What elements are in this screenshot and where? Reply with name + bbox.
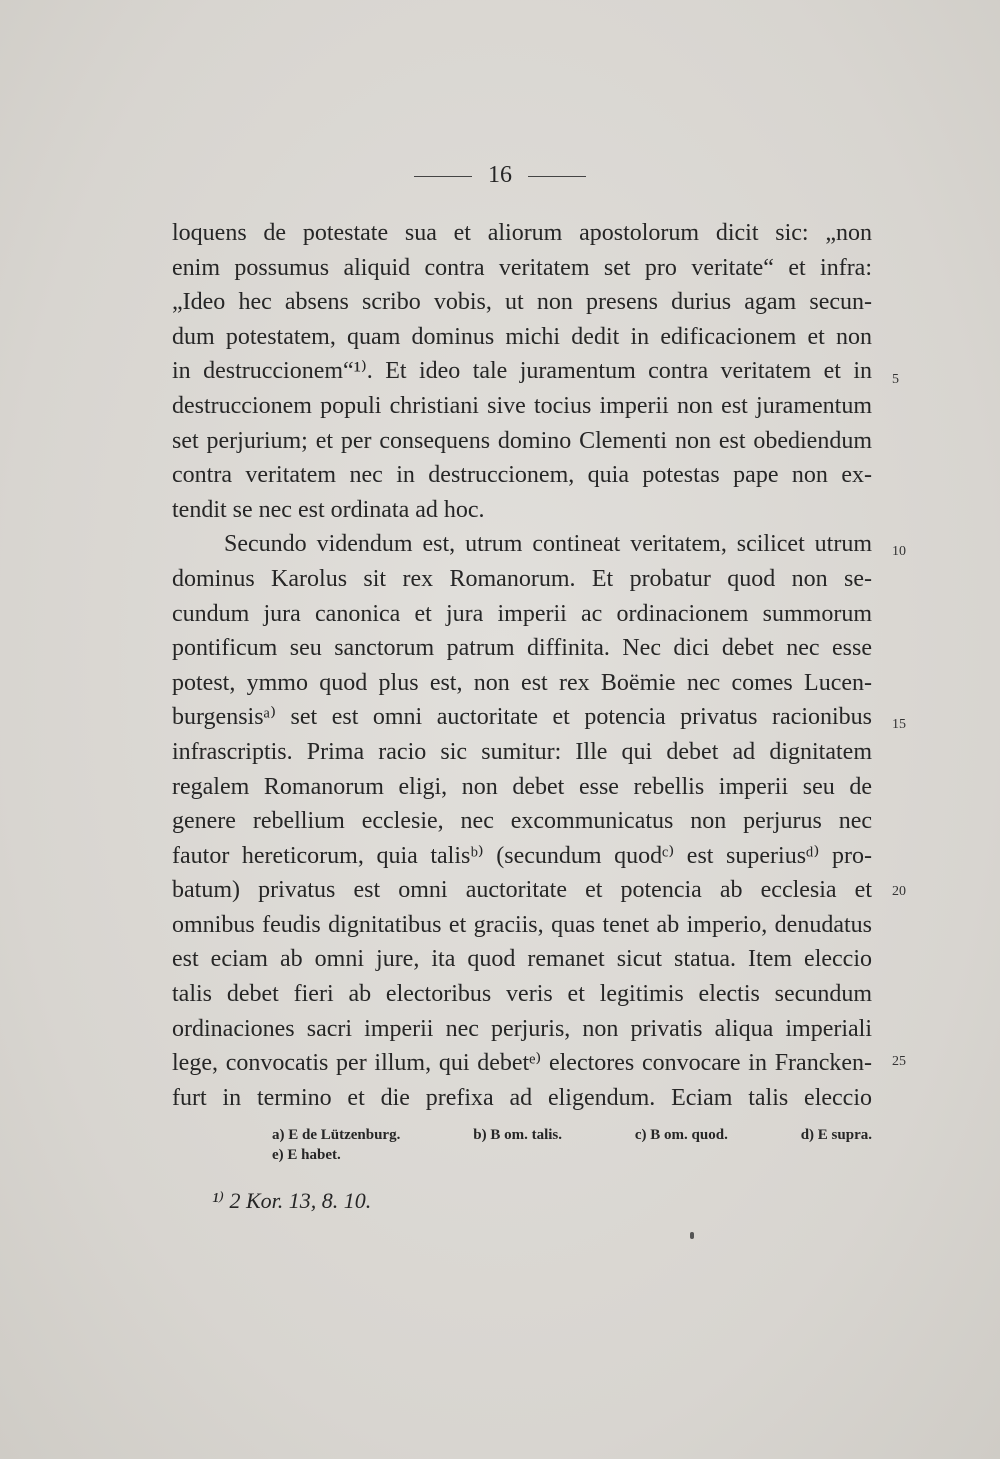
text-line: pontificum seu sanctorum patrum diffinita. Nec dici debet nec esse xyxy=(172,635,872,662)
text-line: destruccionem populi christiani sive tocius imperii non est juramentum xyxy=(172,392,872,419)
line-number-5: 5 xyxy=(892,372,899,387)
header-rule-left xyxy=(414,176,472,177)
text-line: enim possumus aliquid contra veritatem set pro veritate“ et infra: xyxy=(172,254,872,281)
text-line: Secundo videndum est, utrum contineat veritatem, scilicet utrum xyxy=(224,531,872,558)
text-line: est eciam ab omni jure, ita quod remanet sicut statua. Item eleccio xyxy=(172,946,872,973)
line-number-10: 10 xyxy=(892,544,906,559)
page-number: 16 xyxy=(488,162,512,188)
text-line: talis debet fieri ab electoribus veris et legitimis electis secundum xyxy=(172,981,872,1008)
critical-apparatus xyxy=(272,1125,872,1165)
text-line: „Ideo hec absens scribo vobis, ut non presens durius agam secun- xyxy=(172,289,872,316)
paragraph-1 xyxy=(172,216,872,527)
reference-footnote: ¹⁾ 2 Kor. 13, 8. 10. xyxy=(212,1188,372,1213)
text-line: in destruccionem“¹⁾. Et ideo tale juramentum contra veritatem et in xyxy=(172,358,872,385)
text-line: potest, ymmo quod plus est, non est rex Boëmie nec comes Lucen- xyxy=(172,669,872,696)
text-line: fautor hereticorum, quia talisᵇ⁾ (secundum quodᶜ⁾ est superiusᵈ⁾ pro- xyxy=(172,842,872,869)
text-line: lege, convocatis per illum, qui debetᵉ⁾ electores convocare in Francken- xyxy=(172,1050,872,1077)
text-line: loquens de potestate sua et aliorum apostolorum dicit sic: „non xyxy=(172,220,872,246)
footnote-b: b) B om. talis. xyxy=(473,1127,562,1143)
text-line: contra veritatem nec in destruccionem, quia potestas pape non ex- xyxy=(172,462,872,489)
footnote-c: c) B om. quod. xyxy=(634,1127,728,1143)
footnote-a: a) E de Lützenburg. xyxy=(272,1127,401,1143)
line-number-15: 15 xyxy=(892,717,906,732)
line-number-20: 20 xyxy=(892,884,906,899)
text-line: set perjurium; et per consequens domino Clementi non est obediendum xyxy=(172,427,872,454)
main-text xyxy=(172,216,872,1115)
footnote-e: e) E habet. xyxy=(272,1147,341,1163)
line-number-25: 25 xyxy=(892,1054,906,1069)
text-line: genere rebellium ecclesie, nec excommunicatus non perjurus nec xyxy=(172,808,872,835)
text-line: cundum jura canonica et jura imperii ac ordinacionem summorum xyxy=(172,600,872,627)
paragraph-2 xyxy=(172,527,872,1115)
text-line: dum potestatem, quam dominus michi dedit in edificacionem et non xyxy=(172,323,872,350)
text-line: burgensisᵃ⁾ set est omni auctoritate et potencia privatus racionibus xyxy=(172,704,872,731)
footnote-d: d) E supra. xyxy=(800,1127,872,1143)
text-line: tendit se nec est ordinata ad hoc. xyxy=(172,496,485,523)
text-line: ordinaciones sacri imperii nec perjuris, non privatis aliqua imperiali xyxy=(172,1015,872,1042)
header-rule-right xyxy=(528,176,586,177)
text-line: regalem Romanorum eligi, non debet esse rebellis imperii seu de xyxy=(172,773,872,800)
text-line: dominus Karolus sit rex Romanorum. Et probatur quod non se- xyxy=(172,565,872,592)
footnote-row xyxy=(272,1145,872,1165)
text-line: omnibus feudis dignitatibus et graciis, quas tenet ab imperio, denudatus xyxy=(172,911,872,938)
footnote-row xyxy=(272,1125,872,1145)
text-line: furt in termino et die prefixa ad eligendum. Eciam talis eleccio xyxy=(172,1084,872,1111)
text-line: infrascriptis. Prima racio sic sumitur: Ille qui debet ad dignitatem xyxy=(172,738,872,765)
page-header xyxy=(0,162,1000,189)
ink-speck xyxy=(690,1232,694,1239)
text-line: batum) privatus est omni auctoritate et potencia ab ecclesia et xyxy=(172,877,872,904)
